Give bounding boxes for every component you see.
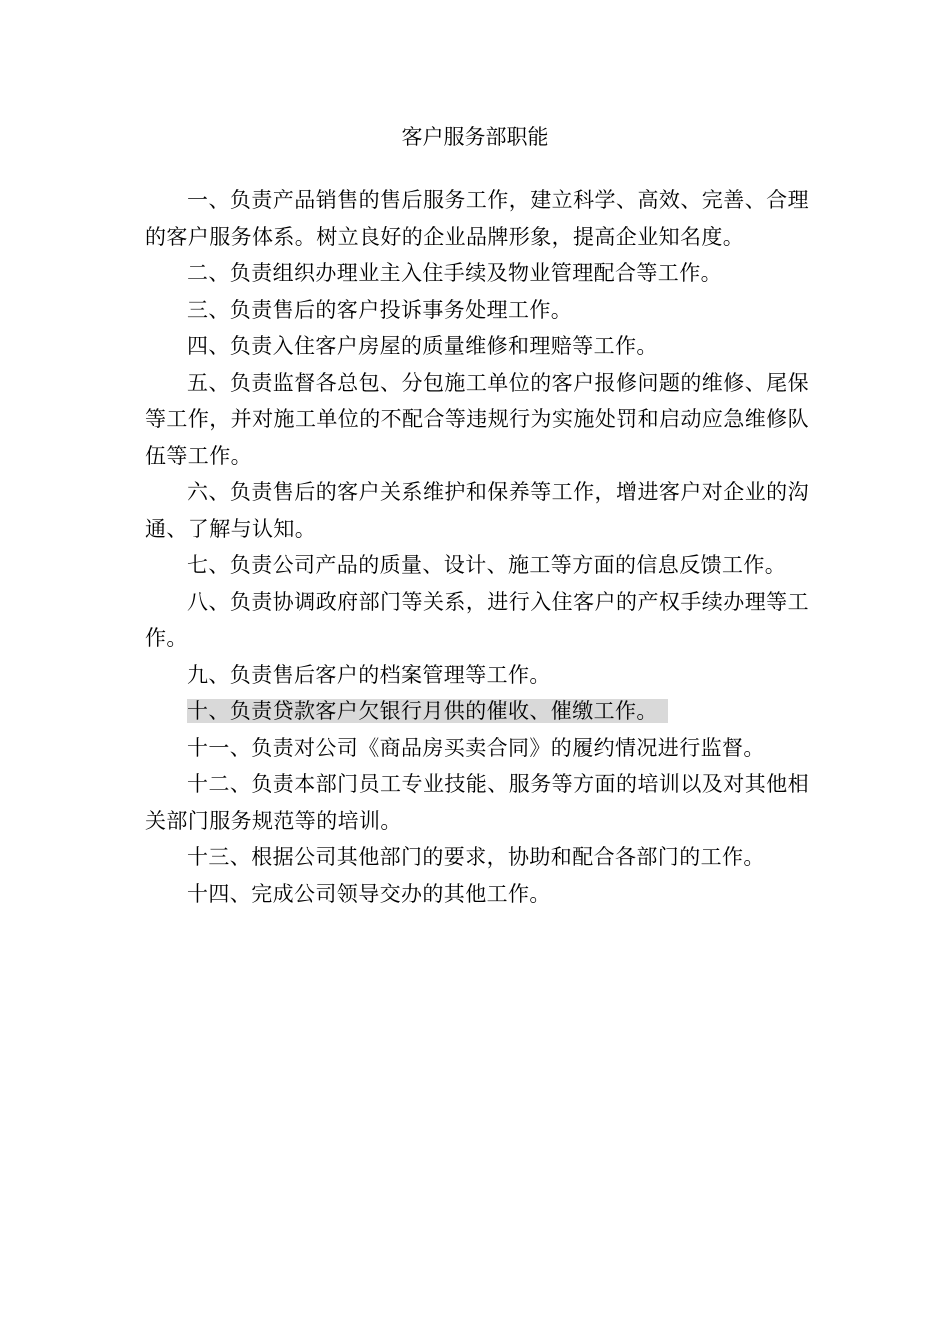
paragraph-text: 五、负责监督各总包、分包施工单位的客户报修问题的维修、尾保等工作，并对施工单位的不配合等违规行为实施处罚和启动应急维修队伍等工作。 [145, 370, 809, 468]
paragraph-text: 七、负责公司产品的质量、设计、施工等方面的信息反馈工作。 [187, 553, 787, 577]
paragraph-text: 四、负责入住客户房屋的质量维修和理赔等工作。 [187, 334, 658, 358]
paragraph-text: 十三、根据公司其他部门的要求，协助和配合各部门的工作。 [187, 845, 765, 869]
paragraph-text: 一、负责产品销售的售后服务工作，建立科学、高效、完善、合理的客户服务体系。树立良好的企业品牌形象，提高企业知名度。 [145, 188, 809, 249]
paragraph-14 [145, 876, 809, 913]
paragraph-13 [145, 839, 809, 876]
paragraph-text: 六、负责售后的客户关系维护和保养等工作，增进客户对企业的沟通、了解与认知。 [145, 480, 809, 541]
highlighted-paragraph-text: 十、负责贷款客户欠银行月供的催收、催缴工作。 [187, 699, 668, 723]
paragraph-text: 十二、负责本部门员工专业技能、服务等方面的培训以及对其他相关部门服务规范等的培训。 [145, 772, 809, 833]
paragraph-1 [145, 182, 809, 255]
paragraph-text: 八、负责协调政府部门等关系，进行入住客户的产权手续办理等工作。 [145, 589, 809, 650]
paragraph-8 [145, 584, 809, 657]
paragraph-4 [145, 328, 809, 365]
paragraph-text: 十一、负责对公司《商品房买卖合同》的履约情况进行监督。 [187, 735, 765, 760]
paragraph-10 [145, 693, 809, 730]
paragraph-text: 十四、完成公司领导交办的其他工作。 [187, 881, 551, 906]
paragraph-text: 九、负责售后客户的档案管理等工作。 [187, 662, 551, 687]
paragraph-text: 二、负责组织办理业主入住手续及物业管理配合等工作。 [187, 261, 722, 285]
paragraph-7 [145, 547, 809, 584]
paragraph-3 [145, 292, 809, 329]
document-title: 客户服务部职能 [401, 125, 549, 149]
paragraph-6 [145, 474, 809, 547]
paragraph-2 [145, 255, 809, 292]
paragraph-9 [145, 657, 809, 694]
document-body [145, 182, 809, 912]
paragraph-5 [145, 365, 809, 475]
paragraph-text: 三、负责售后的客户投诉事务处理工作。 [187, 297, 573, 322]
paragraph-11 [145, 730, 809, 767]
paragraph-12 [145, 766, 809, 839]
